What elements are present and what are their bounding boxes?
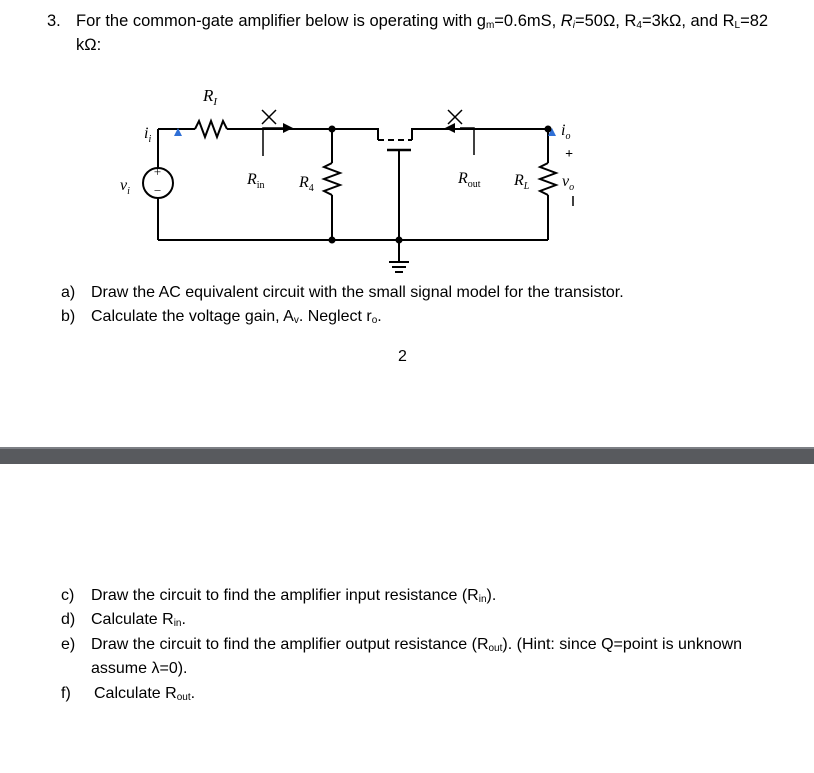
node-dot-bottom-left bbox=[329, 237, 336, 244]
label-RI: $R_I$ bbox=[203, 86, 218, 108]
part-b-label: b) bbox=[61, 308, 76, 325]
node-dot-top-left bbox=[329, 126, 336, 133]
rin-arrow-line bbox=[263, 128, 283, 156]
page-number: 2 bbox=[398, 348, 407, 365]
gm-subscript: m bbox=[485, 20, 495, 31]
rout-cut-mark bbox=[448, 110, 462, 124]
ground-symbol bbox=[389, 262, 409, 272]
label-ii: $i_i$ bbox=[144, 125, 152, 145]
label-Rin: $R_{in}$ bbox=[247, 171, 265, 191]
rl-subscript: L bbox=[734, 20, 741, 31]
label-RL: $R_L$ bbox=[514, 172, 530, 192]
transistor-source-lead bbox=[332, 129, 378, 140]
resistor-RL bbox=[540, 163, 556, 195]
part-d bbox=[61, 609, 801, 633]
rin-cut-mark bbox=[262, 110, 276, 124]
part-f-label: f) bbox=[61, 685, 71, 702]
part-d-text: Calculate $R_{in}$. bbox=[91, 611, 186, 629]
question-prefix: For the common-gate amplifier below is operating with g bbox=[76, 12, 486, 30]
source-plus: + bbox=[153, 164, 162, 179]
part-c-label: c) bbox=[61, 587, 75, 604]
part-e bbox=[61, 634, 806, 682]
label-io: $i_o$ bbox=[561, 122, 571, 142]
part-f bbox=[61, 683, 801, 707]
ri-letter: R bbox=[560, 12, 573, 30]
node-dot-top-right bbox=[545, 126, 552, 133]
part-a-text: Draw the AC equivalent circuit with the small signal model for the transistor. bbox=[91, 284, 624, 301]
part-e-label: e) bbox=[61, 636, 76, 653]
resistor-R4 bbox=[324, 163, 340, 195]
rl-value: =82 bbox=[740, 12, 769, 30]
r4-value: =3kΩ, and R bbox=[641, 12, 735, 30]
part-a-label: a) bbox=[61, 284, 76, 301]
vo-plus: + bbox=[565, 147, 573, 162]
rout-arrow-line bbox=[460, 128, 474, 155]
resistor-RI bbox=[195, 121, 227, 137]
label-R4: $R_4$ bbox=[299, 174, 314, 194]
part-b bbox=[61, 306, 801, 330]
label-Rout: $R_{out}$ bbox=[458, 170, 481, 190]
part-e-text-line2: assume λ=0). bbox=[91, 660, 188, 677]
r4-subscript: 4 bbox=[636, 20, 642, 31]
part-e-text: Draw the circuit to find the amplifier output resistance $(R_{out})$. (Hint: since Q=point is unknown bbox=[91, 636, 743, 654]
ri-value: =50Ω, R bbox=[574, 12, 637, 30]
page-divider bbox=[0, 449, 814, 464]
node-dot-gate-ground bbox=[396, 237, 403, 244]
part-a bbox=[61, 282, 801, 306]
part-d-label: d) bbox=[61, 611, 76, 628]
question-line2: kΩ: bbox=[76, 36, 102, 54]
ri-subscript: i bbox=[572, 20, 575, 31]
question-number: 3. bbox=[47, 12, 61, 30]
label-vi: $v_i$ bbox=[120, 177, 130, 197]
circuit-diagram bbox=[0, 0, 814, 300]
part-c-text: Draw the circuit to find the amplifier input resistance $(R_{in})$. bbox=[91, 587, 497, 605]
source-minus: − bbox=[153, 183, 162, 198]
transistor-drain-lead bbox=[412, 129, 548, 140]
gm-value: =0.6mS, bbox=[494, 12, 561, 30]
part-b-text: Calculate the voltage gain, $A_v$. Neglect $r_o$. bbox=[91, 308, 382, 326]
rin-arrow-head bbox=[283, 123, 293, 133]
part-c bbox=[61, 585, 801, 609]
label-vo: $v_o$ bbox=[562, 173, 575, 193]
rout-arrow-head bbox=[445, 123, 455, 133]
part-f-text: Calculate $R_{out}$. bbox=[94, 685, 196, 703]
